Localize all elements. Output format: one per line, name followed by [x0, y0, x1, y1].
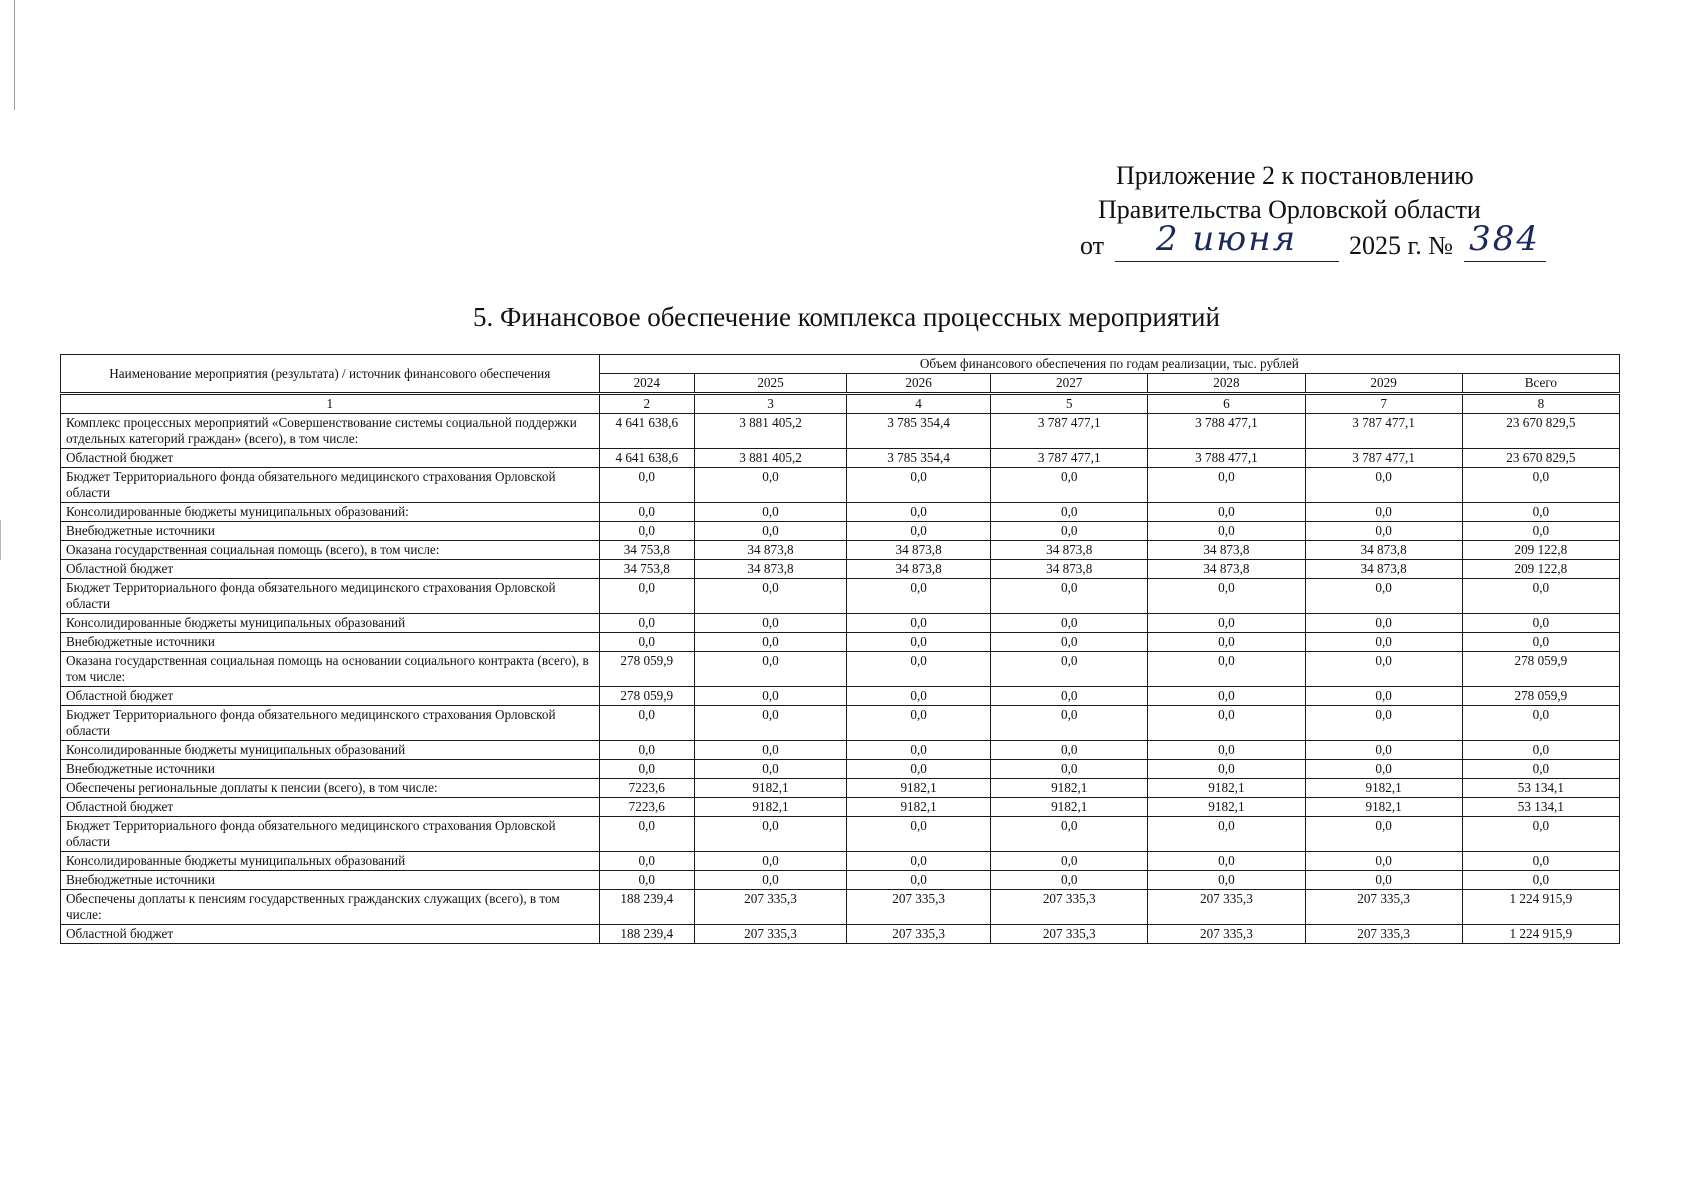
- year-header: 2024: [599, 374, 694, 394]
- value-cell: 3 787 477,1: [1305, 414, 1462, 449]
- year-header: 2025: [694, 374, 846, 394]
- value-cell: 0,0: [1148, 633, 1305, 652]
- value-cell: 9182,1: [1305, 798, 1462, 817]
- value-cell: 0,0: [991, 633, 1148, 652]
- scan-edge-mark: [0, 520, 1, 560]
- value-cell: 34 873,8: [1305, 560, 1462, 579]
- value-cell: 0,0: [694, 817, 846, 852]
- value-cell: 0,0: [599, 468, 694, 503]
- row-name: Консолидированные бюджеты муниципальных образований: [61, 852, 600, 871]
- table-row: [61, 522, 1620, 541]
- value-cell: 0,0: [1305, 633, 1462, 652]
- number-field: [1464, 219, 1546, 262]
- value-cell: 9182,1: [694, 779, 846, 798]
- row-name: Бюджет Территориального фонда обязательного медицинского страхования Орловской области: [61, 468, 600, 503]
- value-cell: 0,0: [1462, 633, 1619, 652]
- value-cell: 34 873,8: [847, 541, 991, 560]
- table-row: [61, 687, 1620, 706]
- value-cell: 0,0: [991, 760, 1148, 779]
- value-cell: 0,0: [847, 522, 991, 541]
- value-cell: 3 881 405,2: [694, 449, 846, 468]
- value-cell: 0,0: [1305, 871, 1462, 890]
- table-row: [61, 760, 1620, 779]
- financing-table: [60, 354, 1620, 944]
- column-number: 8: [1462, 394, 1619, 414]
- value-cell: 0,0: [1148, 706, 1305, 741]
- value-cell: 34 873,8: [1148, 560, 1305, 579]
- value-cell: 34 873,8: [847, 560, 991, 579]
- value-cell: 0,0: [1462, 741, 1619, 760]
- table-row: [61, 652, 1620, 687]
- value-cell: 0,0: [1462, 522, 1619, 541]
- handwritten-date: 2 июня: [1155, 219, 1298, 259]
- value-cell: 0,0: [991, 871, 1148, 890]
- value-cell: 207 335,3: [1148, 890, 1305, 925]
- value-cell: 0,0: [1462, 817, 1619, 852]
- value-cell: 34 873,8: [1305, 541, 1462, 560]
- value-cell: 278 059,9: [1462, 652, 1619, 687]
- row-name: Консолидированные бюджеты муниципальных образований: [61, 614, 600, 633]
- value-cell: 0,0: [1148, 817, 1305, 852]
- table-row: [61, 871, 1620, 890]
- value-cell: 278 059,9: [599, 652, 694, 687]
- row-name: Областной бюджет: [61, 925, 600, 944]
- value-cell: 0,0: [694, 614, 846, 633]
- value-cell: 0,0: [847, 614, 991, 633]
- value-cell: 0,0: [1148, 852, 1305, 871]
- value-cell: 0,0: [1462, 852, 1619, 871]
- value-cell: 0,0: [599, 741, 694, 760]
- date-field: [1115, 219, 1339, 262]
- value-cell: 0,0: [599, 871, 694, 890]
- value-cell: 7223,6: [599, 798, 694, 817]
- value-cell: 0,0: [694, 741, 846, 760]
- row-name: Консолидированные бюджеты муниципальных образований: [61, 741, 600, 760]
- value-cell: 0,0: [1305, 614, 1462, 633]
- value-cell: 0,0: [599, 503, 694, 522]
- year-header: Всего: [1462, 374, 1619, 394]
- value-cell: 0,0: [599, 579, 694, 614]
- year-header: 2027: [991, 374, 1148, 394]
- row-name: Комплекс процессных мероприятий «Совершенствование системы социальной поддержки отдельных категорий граждан» (всего), в том числе:: [61, 414, 600, 449]
- value-cell: 53 134,1: [1462, 779, 1619, 798]
- value-cell: 0,0: [694, 706, 846, 741]
- value-cell: 0,0: [1148, 503, 1305, 522]
- column-number: 7: [1305, 394, 1462, 414]
- year-header: 2028: [1148, 374, 1305, 394]
- year-header: 2029: [1305, 374, 1462, 394]
- row-name: Оказана государственная социальная помощь (всего), в том числе:: [61, 541, 600, 560]
- handwritten-number: 384: [1469, 219, 1541, 259]
- value-cell: 34 873,8: [1148, 541, 1305, 560]
- value-cell: 0,0: [847, 741, 991, 760]
- row-name: Обеспечены доплаты к пенсиям государственных гражданских служащих (всего), в том числе:: [61, 890, 600, 925]
- row-name: Внебюджетные источники: [61, 760, 600, 779]
- value-cell: 0,0: [1305, 468, 1462, 503]
- value-cell: 0,0: [694, 579, 846, 614]
- value-cell: 0,0: [847, 706, 991, 741]
- row-name: Областной бюджет: [61, 687, 600, 706]
- annex-year-number-label: 2025 г. №: [1349, 231, 1454, 260]
- value-cell: 34 873,8: [991, 560, 1148, 579]
- value-cell: 0,0: [1462, 579, 1619, 614]
- value-cell: 0,0: [1462, 760, 1619, 779]
- row-name: Консолидированные бюджеты муниципальных образований:: [61, 503, 600, 522]
- value-cell: 9182,1: [991, 798, 1148, 817]
- annex-prefix-ot: от: [1080, 231, 1105, 260]
- value-cell: 207 335,3: [991, 925, 1148, 944]
- value-cell: 0,0: [1305, 579, 1462, 614]
- value-cell: 0,0: [694, 852, 846, 871]
- column-number: 2: [599, 394, 694, 414]
- table-row: [61, 852, 1620, 871]
- value-cell: 0,0: [599, 614, 694, 633]
- value-cell: 207 335,3: [991, 890, 1148, 925]
- value-cell: 4 641 638,6: [599, 449, 694, 468]
- row-name: Областной бюджет: [61, 798, 600, 817]
- column-number: 1: [61, 394, 600, 414]
- row-name: Бюджет Территориального фонда обязательного медицинского страхования Орловской области: [61, 579, 600, 614]
- table-header: [61, 355, 1620, 394]
- value-cell: 0,0: [847, 652, 991, 687]
- value-cell: 0,0: [694, 652, 846, 687]
- row-name: Внебюджетные источники: [61, 633, 600, 652]
- value-cell: 0,0: [1148, 760, 1305, 779]
- value-cell: 9182,1: [1305, 779, 1462, 798]
- value-cell: 3 787 477,1: [991, 449, 1148, 468]
- row-name: Оказана государственная социальная помощь на основании социального контракта (всего), в том числе:: [61, 652, 600, 687]
- value-cell: 0,0: [1148, 579, 1305, 614]
- column-number: 4: [847, 394, 991, 414]
- value-cell: 0,0: [1148, 522, 1305, 541]
- value-cell: 0,0: [694, 871, 846, 890]
- value-cell: 0,0: [991, 687, 1148, 706]
- value-cell: 9182,1: [1148, 798, 1305, 817]
- table-row: [61, 633, 1620, 652]
- value-cell: 1 224 915,9: [1462, 890, 1619, 925]
- value-cell: 0,0: [1462, 706, 1619, 741]
- table-row: [61, 541, 1620, 560]
- table-row: [61, 449, 1620, 468]
- row-name: Бюджет Территориального фонда обязательного медицинского страхования Орловской области: [61, 706, 600, 741]
- value-cell: 0,0: [694, 633, 846, 652]
- column-number: 3: [694, 394, 846, 414]
- value-cell: 207 335,3: [847, 890, 991, 925]
- table-row: [61, 614, 1620, 633]
- table-row: [61, 817, 1620, 852]
- value-cell: 34 873,8: [694, 541, 846, 560]
- value-cell: 4 641 638,6: [599, 414, 694, 449]
- value-cell: 0,0: [599, 817, 694, 852]
- value-cell: 9182,1: [847, 779, 991, 798]
- value-cell: 3 785 354,4: [847, 449, 991, 468]
- value-cell: 0,0: [1462, 614, 1619, 633]
- value-cell: 0,0: [599, 852, 694, 871]
- annex-line-2: Правительства Орловской области: [1098, 195, 1481, 224]
- value-cell: 209 122,8: [1462, 560, 1619, 579]
- value-cell: 0,0: [1305, 706, 1462, 741]
- value-cell: 207 335,3: [847, 925, 991, 944]
- table-row: [61, 890, 1620, 925]
- value-cell: 0,0: [1305, 687, 1462, 706]
- value-cell: 0,0: [991, 579, 1148, 614]
- table-row: [61, 560, 1620, 579]
- row-name: Внебюджетные источники: [61, 522, 600, 541]
- row-name: Внебюджетные источники: [61, 871, 600, 890]
- row-name: Бюджет Территориального фонда обязательного медицинского страхования Орловской области: [61, 817, 600, 852]
- value-cell: 0,0: [847, 760, 991, 779]
- value-cell: 9182,1: [694, 798, 846, 817]
- table-row: [61, 414, 1620, 449]
- table-row: [61, 468, 1620, 503]
- value-cell: 0,0: [1148, 687, 1305, 706]
- value-cell: 0,0: [694, 760, 846, 779]
- value-cell: 0,0: [694, 687, 846, 706]
- value-cell: 0,0: [991, 852, 1148, 871]
- table-row: [61, 503, 1620, 522]
- value-cell: 0,0: [991, 522, 1148, 541]
- value-cell: 0,0: [1148, 871, 1305, 890]
- value-cell: 0,0: [847, 468, 991, 503]
- value-cell: 0,0: [599, 522, 694, 541]
- section-title: 5. Финансовое обеспечение комплекса процессных мероприятий: [473, 302, 1220, 332]
- annex-line-1: Приложение 2 к постановлению: [1116, 161, 1474, 190]
- value-cell: 188 239,4: [599, 890, 694, 925]
- value-cell: 0,0: [991, 614, 1148, 633]
- value-cell: 0,0: [1305, 503, 1462, 522]
- value-cell: 0,0: [991, 706, 1148, 741]
- value-cell: 23 670 829,5: [1462, 414, 1619, 449]
- value-cell: 1 224 915,9: [1462, 925, 1619, 944]
- column-number: 6: [1148, 394, 1305, 414]
- value-cell: 3 787 477,1: [991, 414, 1148, 449]
- table-row: [61, 579, 1620, 614]
- table-row: [61, 925, 1620, 944]
- value-cell: 0,0: [991, 652, 1148, 687]
- column-number-row: [61, 394, 1620, 414]
- value-cell: 0,0: [694, 503, 846, 522]
- value-cell: 0,0: [847, 817, 991, 852]
- value-cell: 0,0: [847, 871, 991, 890]
- year-header: 2026: [847, 374, 991, 394]
- value-cell: 9182,1: [847, 798, 991, 817]
- value-cell: 188 239,4: [599, 925, 694, 944]
- value-cell: 0,0: [991, 468, 1148, 503]
- value-cell: 0,0: [1305, 522, 1462, 541]
- value-cell: 207 335,3: [694, 890, 846, 925]
- header-name-column: Наименование мероприятия (результата) / источник финансового обеспечения: [61, 355, 600, 394]
- value-cell: 34 873,8: [694, 560, 846, 579]
- row-name: Областной бюджет: [61, 560, 600, 579]
- value-cell: 278 059,9: [599, 687, 694, 706]
- row-name: Областной бюджет: [61, 449, 600, 468]
- value-cell: 0,0: [847, 579, 991, 614]
- value-cell: 207 335,3: [1305, 925, 1462, 944]
- scan-edge-mark: [14, 0, 15, 110]
- value-cell: 7223,6: [599, 779, 694, 798]
- value-cell: 0,0: [1462, 503, 1619, 522]
- value-cell: 9182,1: [1148, 779, 1305, 798]
- value-cell: 0,0: [847, 633, 991, 652]
- value-cell: 3 785 354,4: [847, 414, 991, 449]
- value-cell: 0,0: [1148, 652, 1305, 687]
- value-cell: 34 753,8: [599, 560, 694, 579]
- column-number: 5: [991, 394, 1148, 414]
- value-cell: 0,0: [1462, 871, 1619, 890]
- value-cell: 9182,1: [991, 779, 1148, 798]
- value-cell: 207 335,3: [1305, 890, 1462, 925]
- value-cell: 0,0: [1305, 652, 1462, 687]
- table-row: [61, 741, 1620, 760]
- value-cell: 0,0: [1462, 468, 1619, 503]
- value-cell: 0,0: [1305, 852, 1462, 871]
- value-cell: 3 881 405,2: [694, 414, 846, 449]
- value-cell: 278 059,9: [1462, 687, 1619, 706]
- value-cell: 0,0: [599, 760, 694, 779]
- value-cell: 34 873,8: [991, 541, 1148, 560]
- value-cell: 0,0: [694, 468, 846, 503]
- table-row: [61, 798, 1620, 817]
- annex-line-3: [1080, 219, 1546, 262]
- value-cell: 0,0: [599, 706, 694, 741]
- value-cell: 3 787 477,1: [1305, 449, 1462, 468]
- header-volume: Объем финансового обеспечения по годам реализации, тыс. рублей: [599, 355, 1619, 374]
- value-cell: 34 753,8: [599, 541, 694, 560]
- value-cell: 0,0: [599, 633, 694, 652]
- value-cell: 0,0: [847, 503, 991, 522]
- table-row: [61, 779, 1620, 798]
- value-cell: 209 122,8: [1462, 541, 1619, 560]
- value-cell: 0,0: [1148, 741, 1305, 760]
- value-cell: 0,0: [1305, 760, 1462, 779]
- table-body: [61, 394, 1620, 944]
- value-cell: 0,0: [1148, 468, 1305, 503]
- value-cell: 23 670 829,5: [1462, 449, 1619, 468]
- value-cell: 0,0: [991, 741, 1148, 760]
- value-cell: 0,0: [1305, 817, 1462, 852]
- value-cell: 3 788 477,1: [1148, 449, 1305, 468]
- value-cell: 0,0: [694, 522, 846, 541]
- row-name: Обеспечены региональные доплаты к пенсии (всего), в том числе:: [61, 779, 600, 798]
- value-cell: 0,0: [847, 852, 991, 871]
- value-cell: 53 134,1: [1462, 798, 1619, 817]
- value-cell: 0,0: [1148, 614, 1305, 633]
- value-cell: 207 335,3: [1148, 925, 1305, 944]
- value-cell: 3 788 477,1: [1148, 414, 1305, 449]
- value-cell: 0,0: [1305, 741, 1462, 760]
- value-cell: 0,0: [991, 503, 1148, 522]
- value-cell: 0,0: [991, 817, 1148, 852]
- table-row: [61, 706, 1620, 741]
- value-cell: 207 335,3: [694, 925, 846, 944]
- value-cell: 0,0: [847, 687, 991, 706]
